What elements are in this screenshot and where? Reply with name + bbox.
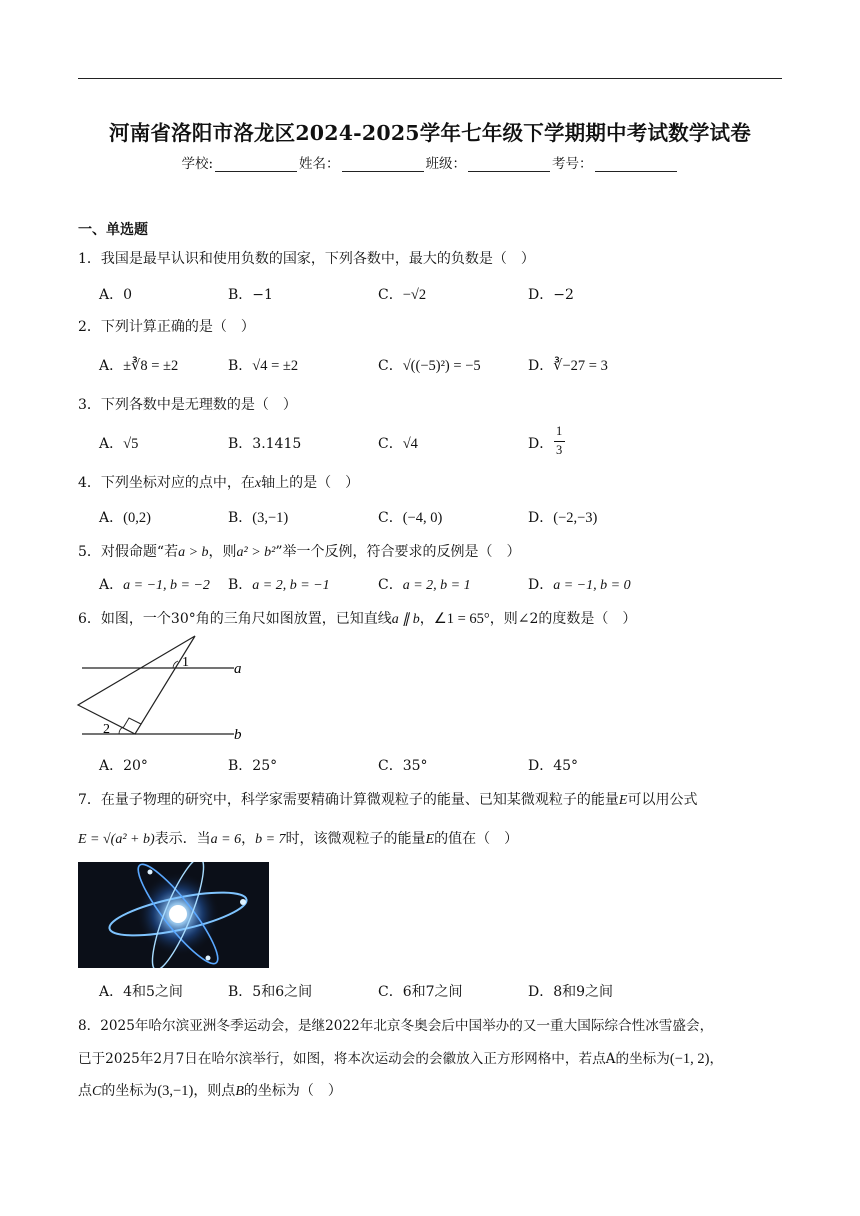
q2-option-b-prefix: B．	[228, 358, 253, 374]
question-4-stem	[78, 472, 359, 492]
question-8-line-3	[78, 1080, 342, 1100]
q2-option-d-prefix: D．	[528, 358, 554, 374]
q4-option-b	[228, 507, 288, 527]
q5-option-c-prefix: C．	[378, 577, 403, 593]
q6-stem-mid: ，	[419, 611, 434, 627]
q8-line2-pre: 已于2025年2月7日在哈尔滨举行，如图，将本次运动会的会徽放入正方形网格中，若点A的坐标为	[78, 1051, 670, 1067]
q4-option-a	[99, 507, 151, 527]
q5-option-d-math: a = −1, b = 0	[553, 578, 631, 593]
q8-line3-mid: 的坐标为	[101, 1083, 158, 1099]
q8-line2-post: ，	[709, 1051, 724, 1067]
q6-option-b: B．25°	[228, 758, 278, 774]
school-label: 学校:	[181, 156, 214, 172]
q5-option-a-math: a = −1, b = −2	[123, 578, 210, 593]
q4-option-d-math: (−2,−3)	[553, 510, 598, 526]
q8-line2-math: (−1, 2)	[669, 1051, 710, 1067]
q3-option-a	[99, 433, 138, 453]
student-info-line	[0, 152, 860, 172]
atom-image	[78, 862, 269, 968]
question-7-stem-line-2	[78, 828, 518, 848]
q7-separator: ，	[241, 831, 256, 847]
q5-stem-math-2: a² > b²	[236, 545, 276, 560]
class-field[interactable]	[468, 157, 550, 172]
q8-point-b: B	[235, 1084, 244, 1099]
q5-stem-pre: 5．对假命题“若	[78, 544, 179, 560]
q7-option-b: B．5和6之间	[228, 984, 313, 1000]
q5-stem-math-1: a > b	[178, 545, 209, 560]
q3-option-d-numerator: 1	[556, 424, 563, 438]
q1-option-d: D．−2	[528, 287, 574, 303]
q4-option-d	[528, 507, 597, 527]
q3-fraction-bar	[554, 441, 565, 442]
q3-option-b: B．3.1415	[228, 436, 302, 452]
q1-option-c-prefix: C．	[378, 287, 403, 303]
question-8-line-1: 8．2025年哈尔滨亚洲冬季运动会，是继2022年北京冬奥会后中国举办的又一重大国际综合性冰雪盛会，	[78, 1018, 714, 1034]
q4-option-b-prefix: B．	[228, 510, 253, 526]
question-6-stem	[78, 608, 636, 628]
right-angle-mark	[123, 718, 141, 728]
question-2-stem: 2．下列计算正确的是（ ）	[78, 319, 255, 335]
q5-stem-post: ”举一个反例，符合要求的反例是（ ）	[275, 544, 521, 560]
q1-option-c-math: −√2	[402, 287, 427, 303]
q4-option-c-prefix: C．	[378, 510, 403, 526]
q7-var-e: E	[618, 793, 628, 808]
q4-option-a-math: (0,2)	[123, 510, 151, 526]
q2-option-a-math: ±∛8 = ±2	[123, 358, 179, 374]
q6-stem-math-2: ∠1 = 65°	[433, 611, 490, 627]
q2-option-b-math: √4 = ±2	[252, 358, 299, 374]
q7-stem-line1-post: 可以用公式	[627, 792, 698, 808]
q3-option-a-math: √5	[123, 436, 139, 452]
q5-option-c	[378, 574, 471, 594]
q6-stem-pre: 6．如图，一个30°角的三角尺如图放置，已知直线	[78, 611, 392, 627]
q2-option-a-prefix: A．	[99, 358, 124, 374]
q7-option-a: A．4和5之间	[99, 984, 183, 1000]
q7-stem-line2-post2: 的值在（ ）	[434, 831, 519, 847]
school-field[interactable]	[215, 157, 297, 172]
section-heading: 一、单选题	[78, 222, 148, 238]
question-1-stem: 1．我国是最早认识和使用负数的国家，下列各数中，最大的负数是（ ）	[78, 251, 535, 267]
q3-option-a-prefix: A．	[99, 436, 124, 452]
q3-option-d-denominator: 3	[556, 443, 563, 457]
q3-option-c-math: √4	[402, 436, 418, 452]
q1-option-b: B．−1	[228, 287, 273, 303]
q3-option-c	[378, 433, 418, 453]
question-3-stem: 3．下列各数中是无理数的是（ ）	[78, 397, 297, 413]
q8-line3-math: (3,−1)	[157, 1083, 194, 1099]
q2-option-b	[228, 355, 298, 375]
q6-option-d: D．45°	[528, 758, 579, 774]
set-square	[78, 636, 195, 734]
q3-option-d-prefix: D．	[528, 436, 554, 452]
question-8-line-2	[78, 1047, 723, 1068]
q7-formula: E = √(a² + b)	[78, 832, 155, 847]
q7-option-d: D．8和9之间	[528, 984, 614, 1000]
q7-var-e-2: E	[425, 832, 435, 847]
q2-option-a	[99, 355, 178, 375]
exam-number-field[interactable]	[595, 157, 677, 172]
q8-line3-pre: 点	[78, 1083, 92, 1099]
q6-stem-math-1: a ∥ b	[391, 612, 420, 627]
q5-option-c-math: a = 2, b = 1	[402, 578, 471, 593]
q5-option-b-prefix: B．	[228, 577, 253, 593]
q4-option-c-math: (−4, 0)	[402, 510, 443, 526]
name-label: 姓名：	[299, 156, 340, 172]
q6-option-c: C．35°	[378, 758, 428, 774]
q7-option-c: C．6和7之间	[378, 984, 463, 1000]
q8-line3-post: 的坐标为（ ）	[243, 1083, 342, 1099]
header-rule	[78, 78, 782, 79]
q7-stem-line1-pre: 7．在量子物理的研究中，科学家需要精确计算微观粒子的能量、已知某微观粒子的能量	[78, 792, 619, 808]
question-5-stem	[78, 541, 521, 561]
q1-option-c	[378, 284, 426, 304]
name-field[interactable]	[342, 157, 424, 172]
angle-1-label: 1	[182, 655, 189, 670]
q1-option-a: A．0	[99, 287, 133, 303]
q2-option-c-prefix: C．	[378, 358, 403, 374]
q3-option-d	[528, 433, 553, 453]
line-b-label: b	[234, 727, 242, 743]
q2-option-c	[378, 355, 481, 375]
q5-option-d	[528, 574, 631, 594]
exam-number-label: 考号：	[552, 156, 593, 172]
question-7-stem-line-1	[78, 789, 697, 809]
q5-option-a	[99, 574, 210, 594]
q5-stem-mid: ，则	[208, 544, 237, 560]
q2-option-d	[528, 355, 608, 375]
q6-stem-post: ，则∠2的度数是（ ）	[489, 611, 637, 627]
q5-option-a-prefix: A．	[99, 577, 124, 593]
q4-option-c	[378, 507, 442, 527]
q5-option-b-math: a = 2, b = −1	[252, 578, 330, 593]
q8-point-c: C	[92, 1084, 102, 1099]
q7-math-b: b = 7	[255, 832, 286, 847]
q8-line3-mid2: ，则点	[193, 1083, 236, 1099]
q7-math-a: a = 6	[210, 832, 242, 847]
q4-option-d-prefix: D．	[528, 510, 554, 526]
q3-option-c-prefix: C．	[378, 436, 403, 452]
q7-stem-line2-post1: 时，该微观粒子的能量	[285, 831, 426, 847]
line-a-label: a	[234, 661, 242, 677]
q5-option-b	[228, 574, 330, 594]
triangle-ruler-figure	[76, 630, 266, 745]
q7-stem-line2-mid: 表示．当	[154, 831, 211, 847]
q4-stem-var: x	[254, 476, 262, 491]
q2-option-c-math: √((−5)²) = −5	[402, 358, 481, 374]
atom-illustration	[78, 862, 269, 968]
q5-option-d-prefix: D．	[528, 577, 554, 593]
angle-2-label: 2	[103, 722, 110, 737]
q2-option-d-math: ∛−27 = 3	[553, 358, 608, 374]
q4-stem-post: 轴上的是（ ）	[261, 475, 360, 491]
q4-stem-pre: 4．下列坐标对应的点中，在	[78, 475, 255, 491]
page-title: 河南省洛阳市洛龙区2024-2025学年七年级下学期期中考试数学试卷	[109, 121, 751, 145]
q4-option-b-math: (3,−1)	[252, 510, 289, 526]
class-label: 班级：	[425, 156, 467, 172]
q4-option-a-prefix: A．	[99, 510, 124, 526]
q6-option-a: A．20°	[99, 758, 148, 774]
